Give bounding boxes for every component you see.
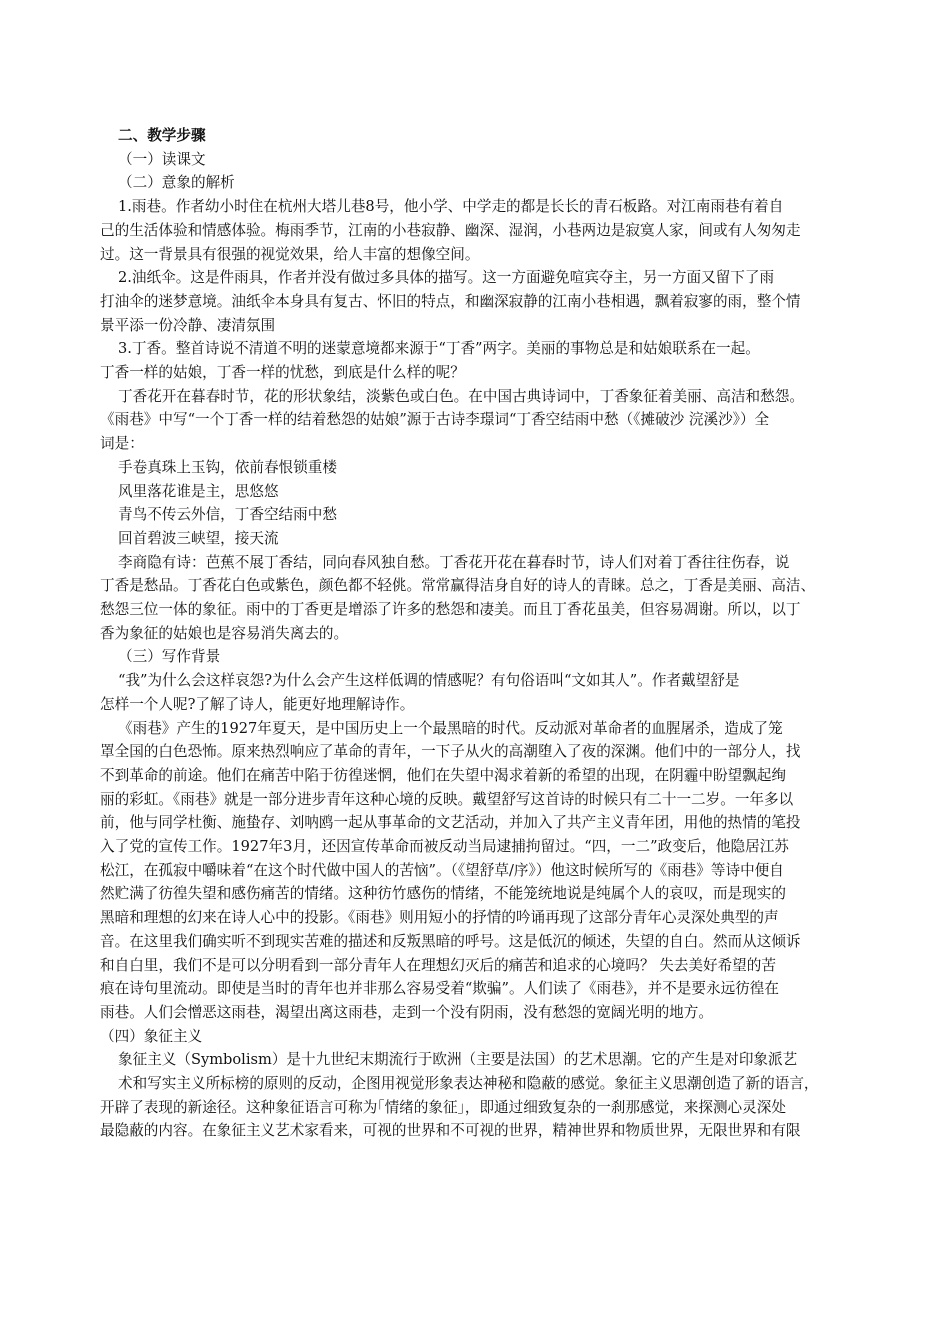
- paragraph-line: 开辟了表现的新途径。这种象征语言可称为｢情绪的象征｣，即通过细致复杂的一刹那感觉，来探测心灵深处: [100, 1098, 786, 1116]
- paragraph-line: 最隐蔽的内容。在象征主义艺术家看来，可视的世界和不可视的世界，精神世界和物质世界，无限世界和有限: [100, 1122, 801, 1140]
- paragraph-line: 术和写实主义所标榜的原则的反动，企图用视觉形象表达神秘和隐蔽的感觉。象征主义思潮创造了新的语言，: [118, 1075, 819, 1092]
- paragraph-line: 黑暗和理想的幻来在诗人心中的投影。《雨巷》则用短小的抒情的吟诵再现了这部分青年心灵深处典型的声: [100, 909, 779, 927]
- paragraph-line: 丁香一样的姑娘，丁香一样的忧愁，到底是什么样的呢？: [100, 364, 465, 381]
- paragraph-line: 不到革命的前途。他们在痛苦中陷于彷徨迷惘，他们在失望中渴求着新的希望的出现，在阴霾中盼望飘起绚: [100, 766, 786, 784]
- paragraph-line: 音。在这里我们确实听不到现实苦难的描述和反叛黑暗的呼号。这是低沉的倾述，失望的自白。然而从这倾诉: [100, 932, 801, 950]
- poem-line: 手卷真珠上玉钩，依前春恨锁重楼: [118, 458, 337, 476]
- subheading-symbolism: 象征主义（Symbolism）是十九世纪末期流行于欧洲（主要是法国）的艺术思潮。它的产生是对印象派艺: [118, 1051, 798, 1069]
- paragraph-line: 打油伞的迷梦意境。油纸伞本身具有复古、怀旧的特点，和幽深寂静的江南小巷相遇，飘着寂寥的雨，整个情: [100, 292, 801, 310]
- paragraph-line: 怎样一个人呢?了解了诗人，能更好地理解诗作。: [100, 695, 415, 713]
- poem-line: 回首碧波三峡望，接天流: [118, 529, 279, 547]
- paragraph-line: 1.雨巷。作者幼小时住在杭州大塔儿巷8号，他小学、中学走的都是长长的青石板路。对江南雨巷有着自: [118, 198, 784, 216]
- section-heading: 二、教学步骤: [118, 127, 206, 144]
- paragraph-line: （四）象征主义: [100, 1027, 203, 1045]
- paragraph-line: 3.丁香。整首诗说不清道不明的迷蒙意境都来源于“丁香”两字。美丽的事物总是和姑娘联系在一起。: [118, 340, 760, 358]
- paragraph-line: 愁怨三位一体的象征。雨中的丁香更是增添了许多的愁怨和凄美。而且丁香花虽美，但容易凋谢。所以，以丁: [100, 601, 801, 618]
- poem-line: 青鸟不传云外信，丁香空结雨中愁: [118, 506, 337, 524]
- paragraph-line: 痕在诗句里流动。即使是当时的青年也并非那么容易受着“欺骗”。人们读了《雨巷》，并不是要永远彷徨在: [100, 980, 779, 998]
- paragraph-line: 丁香花开在暮春时节，花的形状象结，淡紫色或白色。在中国古典诗词中，丁香象征着美丽、高洁和愁怨。: [118, 387, 804, 405]
- subheading-read-text: （一）读课文: [118, 150, 206, 168]
- paragraph-line: 丽的彩虹。《雨巷》就是一部分进步青年这种心境的反映。戴望舒写这首诗的时候只有二十一二岁。一年多以: [100, 790, 794, 808]
- paragraph-line: 前，他与同学杜衡、施蛰存、刘呐鸥一起从事革命的文艺活动，并加入了共产主义青年团，用他的热情的笔投: [100, 814, 801, 832]
- paragraph-line: 香为象征的姑娘也是容易消失离去的。: [100, 624, 349, 642]
- paragraph-line: 雨巷。人们会憎恶这雨巷，渴望出离这雨巷，走到一个没有阴雨，没有愁怨的宽阔光明的地方。: [100, 1003, 713, 1021]
- paragraph-line: 《雨巷》中写“一个丁香一样的结着愁怨的姑娘”源于古诗李璟词“丁香空结雨中愁（《摊破沙 浣溪沙》）全: [100, 411, 770, 429]
- paragraph-line: 罩全国的白色恐怖。原来热烈响应了革命的青年，一下子从火的高潮堕入了夜的深渊。他们中的一部分人，找: [100, 743, 801, 761]
- paragraph-line: 然贮满了彷徨失望和感伤痛苦的情绪。这种彷竹感伤的情绪，不能笼统地说是纯属个人的哀叹，而是现实的: [100, 885, 786, 903]
- paragraph-line: 《雨巷》产生的1927年夏天，是中国历史上一个最黑暗的时代。反动派对革命者的血腥屠杀，造成了笼: [118, 719, 783, 737]
- paragraph-line: “我”为什么会这样哀怨?为什么会产生这样低调的情感呢？有句俗语叫“文如其人”。作者戴望舒是: [118, 672, 740, 690]
- paragraph-line: 入了党的宣传工作。1927年3月，还因宣传革命而被反动当局逮捕拘留过。“四，一二”政变后，他隐居江苏: [100, 838, 789, 855]
- subheading-imagery: （二）意象的解析: [118, 174, 235, 192]
- paragraph-line: 松江，在孤寂中嚼味着“在这个时代做中国人的苦恼”。（《望舒草/序》）他这时候所写的《雨巷》等诗中便自: [100, 861, 784, 879]
- paragraph-line: 己的生活体验和情感体验。梅雨季节，江南的小巷寂静、幽深、湿润，小巷两边是寂寞人家，间或有人匆匆走: [100, 221, 801, 239]
- paragraph-line: 和自白里，我们不是可以分明看到一部分青年人在理想幻灭后的痛苦和追求的心境吗？ 失去美好希望的苦: [100, 956, 776, 974]
- paragraph-line: 丁香是愁品。丁香花白色或紫色，颜色都不轻佻。常常赢得洁身自好的诗人的青睐。总之，丁香是美丽、高洁、: [100, 577, 816, 595]
- poem-line: 风里落花谁是主，思悠悠: [118, 482, 279, 500]
- subheading-background: （三）写作背景: [118, 648, 221, 666]
- paragraph-line: 景平添一份冷静、凄清氛围: [100, 316, 276, 334]
- paragraph-line: 过。这一背景具有很强的视觉效果，给人丰富的想像空间。: [100, 245, 480, 263]
- paragraph-line: 李商隐有诗：芭蕉不展丁香结，同向春风独自愁。丁香花开花在暮春时节，诗人们对着丁香往往伤春，说: [118, 553, 790, 571]
- paragraph-line: 2.油纸伞。这是件雨具，作者并没有做过多具体的描写。这一方面避免喧宾夺主，另一方面又留下了雨: [118, 269, 775, 287]
- paragraph-line: 词是：: [100, 435, 144, 453]
